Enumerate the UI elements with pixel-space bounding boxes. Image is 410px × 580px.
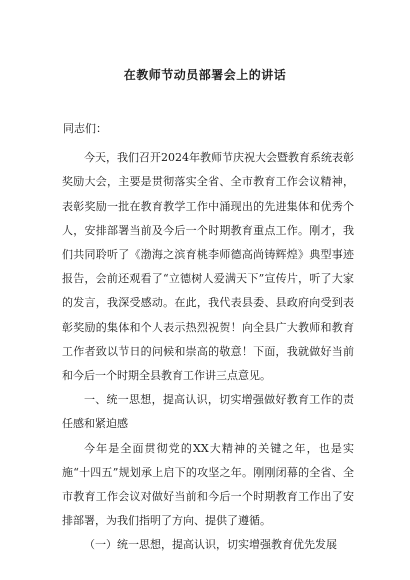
document-body [62, 117, 354, 558]
section-heading-1: 一、统一思想，提高认识，切实增强做好教育工作的责任感和紧迫感 [62, 393, 354, 431]
paragraph-opening: 今天，我们召开2024年教师节庆祝大会暨教育系统表彰奖励大会，主要是贯彻落实全省、全市教育工作会议精神，表彰奖励一批在教育教学工作中涌现出的先进集体和优秀个人，安排部署当前及今后一个时期教育重点工作。刚才，我们共同聆听了《渤海之滨育桃李师德高尚铸辉煌》典型事迹报告，会前还观看了“立德树人爱满天下”宣传片，听了大家的发言，我深受感动。在此，我代表县委、县政府向受到表彰奖励的集体和个人表示热烈祝贺！向全县广大教师和教育工作者致以节日的问候和崇高的敬意！下面，我就做好当前和今后一个时期全县教育工作讲三点意见。 [62, 151, 354, 383]
subsection-heading-1: （一）统一思想，提高认识，切实增强教育优先发展 [84, 538, 337, 552]
paragraph-section-1: 今年是全面贯彻党的XX大精神的关键之年，也是实施“十四五”规划承上启下的攻坚之年。刚刚闭幕的全省、全市教育工作会议对做好当前和今后一个时期教育工作出了安排部署，为我们指明了方向、提供了遵循。 [62, 441, 354, 528]
document-title: 在教师节动员部署会上的讲话 [123, 68, 287, 82]
greeting: 同志们： [63, 122, 107, 135]
